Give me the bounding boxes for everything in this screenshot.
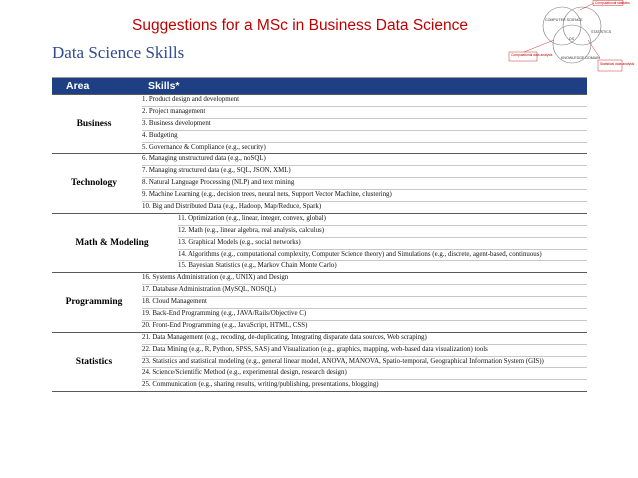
venn-label-ds: DS (569, 37, 574, 41)
header-area: Area (66, 80, 90, 92)
skill-item: 9. Machine Learning (e.g., decision trees, neural nets, Support Vector Machine, clustering) (142, 190, 587, 202)
area-label: Statistics (75, 356, 113, 367)
skill-item: 6. Managing unstructured data (e.g., noSQL) (142, 154, 587, 166)
skill-item: 3. Business development (142, 119, 587, 131)
group-technology (52, 153, 587, 212)
skill-item: 20. Front-End Programming (e.g., JavaScript, HTML, CSS) (142, 321, 308, 329)
area-label: Programming (65, 297, 123, 308)
group-programming (52, 272, 587, 331)
skill-item: 15. Bayesian Statistics (e.g., Markov Chain Monte Carlo) (178, 262, 337, 270)
skill-item: 14. Algorithms (e.g., computational complexity, Computer Science theory) and Simulations (e.g., discrete, agent-based, continuous) (178, 250, 587, 262)
area-label: Technology (70, 178, 118, 189)
skill-item: 8. Natural Language Processing (NLP) and text mining (142, 178, 587, 190)
skills-list (136, 273, 587, 331)
venn-pointer-1 (580, 3, 594, 10)
skill-item: 16. Systems Administration (e.g., UNIX) and Design (142, 273, 587, 285)
skill-item: 10. Big and Distributed Data (e.g., Hadoop, Map/Reduce, Spark) (142, 203, 322, 211)
skill-item: 5. Governance & Compliance (e.g., security) (142, 143, 266, 151)
header-skills: Skills* (148, 80, 180, 92)
skill-item: 22. Data Mining (e.g., R, Python, SPSS, SAS) and Visualization (e.g., graphics, mapping, web-based data visualization) tools (142, 345, 587, 357)
venn-label-knowledge-domain: KNOWLEDGE DOMAIN (561, 56, 600, 60)
venn-label-statistics: STATISTICS (591, 30, 612, 34)
skill-item: 19. Back-End Programming (e.g., JAVA/Rails/Objective C) (142, 309, 587, 321)
skill-item: 1. Product design and development (142, 95, 587, 107)
skill-item: 25. Communication (e.g., sharing results, writing/publishing, presentations, blogging) (142, 381, 379, 389)
venn-circle-computer-science (543, 7, 581, 45)
skills-table (52, 77, 587, 392)
skills-list (136, 154, 587, 212)
skill-item: 2. Project management (142, 107, 587, 119)
skills-list (136, 333, 587, 391)
section-title: Data Science Skills (52, 43, 185, 62)
venn-pointer-2 (524, 40, 554, 52)
skill-item: 23. Statistics and statistical modeling (e.g., general linear model, ANOVA, MANOVA, Spatio-temporal, Geographical Information System (GIS)) (142, 357, 587, 369)
skill-item: 21. Data Management (e.g., recoding, de-duplicating, Integrating disparate data sources, Web scraping) (142, 333, 587, 345)
area-label: Math & Modeling (75, 237, 149, 248)
venn-note-computational-data-analysis: Computational data analysis (511, 53, 553, 57)
skills-list (172, 214, 587, 272)
venn-diagram (508, 0, 638, 78)
skills-list (136, 95, 587, 153)
venn-note-computational-statistics: Computational statistics (595, 1, 630, 5)
slide-title: Suggestions for a MSc in Business Data Science (131, 17, 468, 34)
group-business (52, 94, 587, 153)
area-label: Business (76, 118, 112, 129)
skill-item: 18. Cloud Management (142, 297, 587, 309)
skill-item: 7. Managing structured data (e.g., SQL, JSON, XML) (142, 166, 587, 178)
skill-item: 24. Science/Scientific Method (e.g., experimental design, research design) (142, 368, 587, 380)
skill-item: 13. Graphical Models (e.g., social networks) (178, 238, 587, 250)
skill-item: 11. Optimization (e.g., linear, integer, convex, global) (178, 214, 587, 226)
skill-item: 12. Math (e.g., linear algebra, real analysis, calculus) (178, 226, 587, 238)
table-header (52, 78, 587, 94)
venn-note-statistical-data-analysis: Statistical data analysis (600, 62, 635, 66)
venn-label-computer-science: COMPUTER SCIENCE (545, 18, 583, 22)
skill-item: 4. Budgeting (142, 131, 587, 143)
skill-item: 17. Database Administration (MySQL, NOSQL) (142, 285, 587, 297)
table-bottom-rule (52, 391, 587, 392)
group-math-modeling (52, 213, 587, 272)
group-statistics (52, 332, 587, 391)
